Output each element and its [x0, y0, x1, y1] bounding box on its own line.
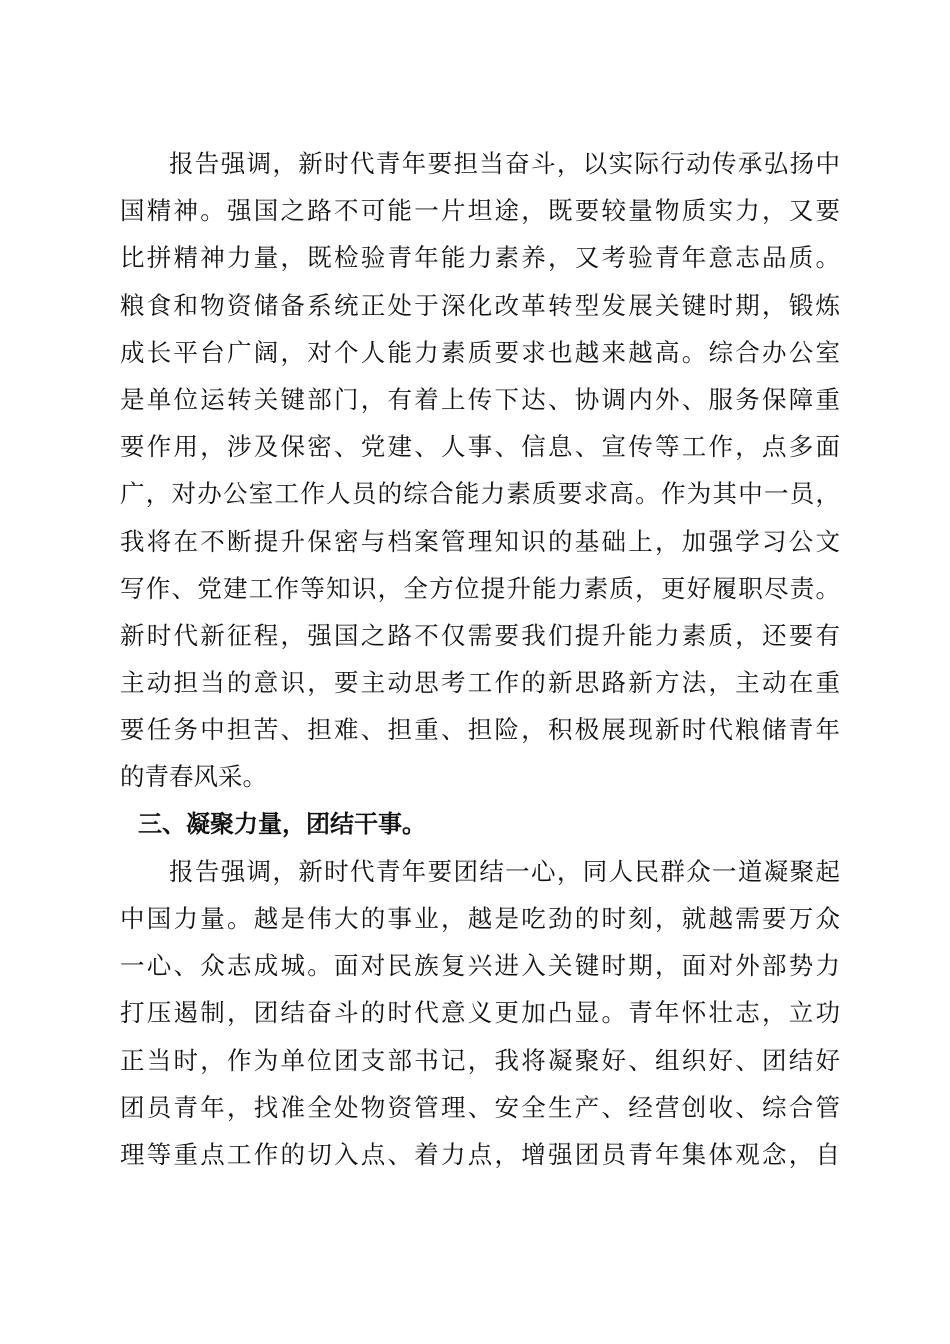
- paragraph-line: 一心、众志成城。面对民族复兴进入关键时期，面对外部势力: [120, 951, 840, 981]
- paragraph-line: 团员青年，找准全处物资管理、安全生产、经营创收、综合管: [120, 1092, 840, 1122]
- paragraph-line: 国精神。强国之路不可能一片坦途，既要较量物质实力，又要: [120, 196, 840, 226]
- paragraph-line: 比拼精神力量，既检验青年能力素养，又考验青年意志品质。: [120, 243, 840, 273]
- paragraph-line: 是单位运转关键部门，有着上传下达、协调内外、服务保障重: [120, 384, 840, 414]
- paragraph-line: 理等重点工作的切入点、着力点，增强团员青年集体观念，自: [120, 1139, 840, 1169]
- paragraph-line: 新时代新征程，强国之路不仅需要我们提升能力素质，还要有: [120, 620, 840, 650]
- paragraph-line: 正当时，作为单位团支部书记，我将凝聚好、组织好、团结好: [120, 1045, 840, 1075]
- paragraph-line: 报告强调，新时代青年要担当奋斗，以实际行动传承弘扬中: [169, 149, 840, 178]
- paragraph-line: 的青春风采。: [120, 762, 267, 792]
- paragraph-line: 要任务中担苦、担难、担重、担险，积极展现新时代粮储青年: [120, 715, 840, 745]
- paragraph-line: 打压遏制，团结奋斗的时代意义更加凸显。青年怀壮志，立功: [120, 998, 840, 1028]
- section-heading: 三、凝聚力量，团结干事。: [138, 809, 426, 838]
- paragraph-line: 我将在不断提升保密与档案管理知识的基础上，加强学习公文: [120, 526, 840, 556]
- paragraph-unity: [120, 848, 840, 1178]
- paragraph-commitment: [120, 140, 840, 801]
- paragraph-line: 要作用，涉及保密、党建、人事、信息、宣传等工作，点多面: [120, 432, 840, 462]
- paragraph-line: 报告强调，新时代青年要团结一心，同人民群众一道凝聚起: [169, 856, 840, 886]
- paragraph-line: 主动担当的意识，要主动思考工作的新思路新方法，主动在重: [120, 668, 840, 698]
- paragraph-line: 中国力量。越是伟大的事业，越是吃劲的时刻，就越需要万众: [120, 904, 840, 933]
- paragraph-line: 成长平台广阔，对个人能力素质要求也越来越高。综合办公室: [120, 337, 840, 367]
- paragraph-line: 写作、党建工作等知识，全方位提升能力素质，更好履职尽责。: [120, 573, 840, 603]
- document-body: [120, 140, 840, 1178]
- paragraph-line: 粮食和物资储备系统正处于深化改革转型发展关键时期，锻炼: [120, 290, 840, 320]
- paragraph-line: 广，对办公室工作人员的综合能力素质要求高。作为其中一员，: [120, 479, 840, 509]
